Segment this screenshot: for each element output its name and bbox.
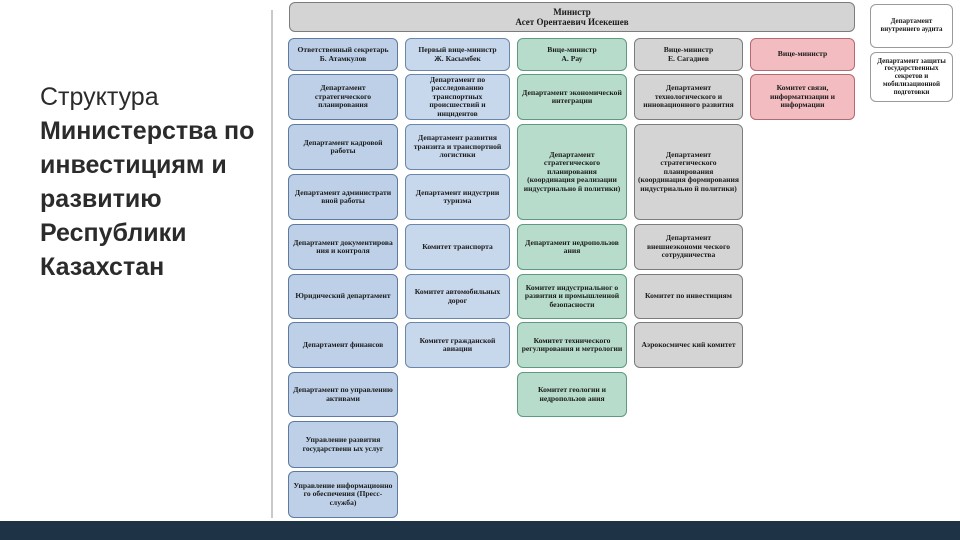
footer-bar (0, 521, 960, 540)
column3-item: Департамент стратегического планирования (координация реализации индустриально й политики) (517, 124, 627, 220)
column-head-vice: Вице-министр (750, 38, 855, 71)
column1-item: Управление информационно го обеспечения (Пресс-служба) (288, 471, 398, 518)
column2-item: Департамент развития транзита и транспортной логистики (405, 124, 510, 170)
column2-item: Комитет гражданской авиации (405, 322, 510, 368)
column1-item: Департамент по управлению активами (288, 372, 398, 417)
column4-item: Департамент стратегического планирования (координация формирования индустриально й политики) (634, 124, 743, 220)
column2-item: Комитет транспорта (405, 224, 510, 270)
title-line: Министерства по (40, 117, 255, 145)
column4-item: Комитет по инвестициям (634, 274, 743, 319)
column2-item: Комитет автомобильных дорог (405, 274, 510, 319)
column-head-first-vice: Первый вице-министр Ж. Касымбек (405, 38, 510, 71)
title-line: Казахстан (40, 253, 165, 281)
title-line: инвестициям и (40, 151, 227, 179)
column5-item: Комитет связи, информатизации и информации (750, 74, 855, 120)
column3-item: Комитет индустриальног о развития и промышленной безопасности (517, 274, 627, 319)
minister-box: Министр Асет Орентаевич Исекешев (289, 2, 855, 32)
column1-item: Департамент кадровой работы (288, 124, 398, 170)
column1-item: Департамент документирова ния и контроля (288, 224, 398, 270)
column2-item: Департамент индустрии туризма (405, 174, 510, 220)
column3-item: Департамент недропользов ания (517, 224, 627, 270)
column3-item: Департамент экономической интеграции (517, 74, 627, 120)
column3-item: Комитет технического регулирования и метрологии (517, 322, 627, 368)
divider-line (271, 10, 273, 518)
column1-item: Департамент стратегического планирования (288, 74, 398, 120)
column1-item: Департамент финансов (288, 322, 398, 368)
column1-item: Управление развития государственн ых услуг (288, 421, 398, 468)
org-chart (280, 0, 960, 521)
column-head-vice-rau: Вице-министр А. Рау (517, 38, 627, 71)
internal-audit-box: Департамент внутреннего аудита (870, 4, 953, 48)
title-line: Структура (40, 83, 159, 111)
state-secrets-box: Департамент защиты государственных секретов и мобилизационной подготовки (870, 52, 953, 102)
column4-item: Департамент технологического и инновационного развития (634, 74, 743, 120)
slide-title (40, 80, 280, 284)
column-head-vice-sagadiev: Вице-министр Е. Сагадиев (634, 38, 743, 71)
column2-item: Департамент по расследованию транспортных происшествий и инцидентов (405, 74, 510, 120)
column1-item: Юридический департамент (288, 274, 398, 319)
column4-item: Департамент внешнеэкономи ческого сотрудничества (634, 224, 743, 270)
column3-item: Комитет геологии и недропользов ания (517, 372, 627, 417)
title-line: развитию (40, 185, 162, 213)
column4-item: Аэрокосмичес кий комитет (634, 322, 743, 368)
column-head-secretary: Ответственный секретарь Б. Атамкулов (288, 38, 398, 71)
title-line: Республики (40, 219, 187, 247)
column1-item: Департамент администрати вной работы (288, 174, 398, 220)
